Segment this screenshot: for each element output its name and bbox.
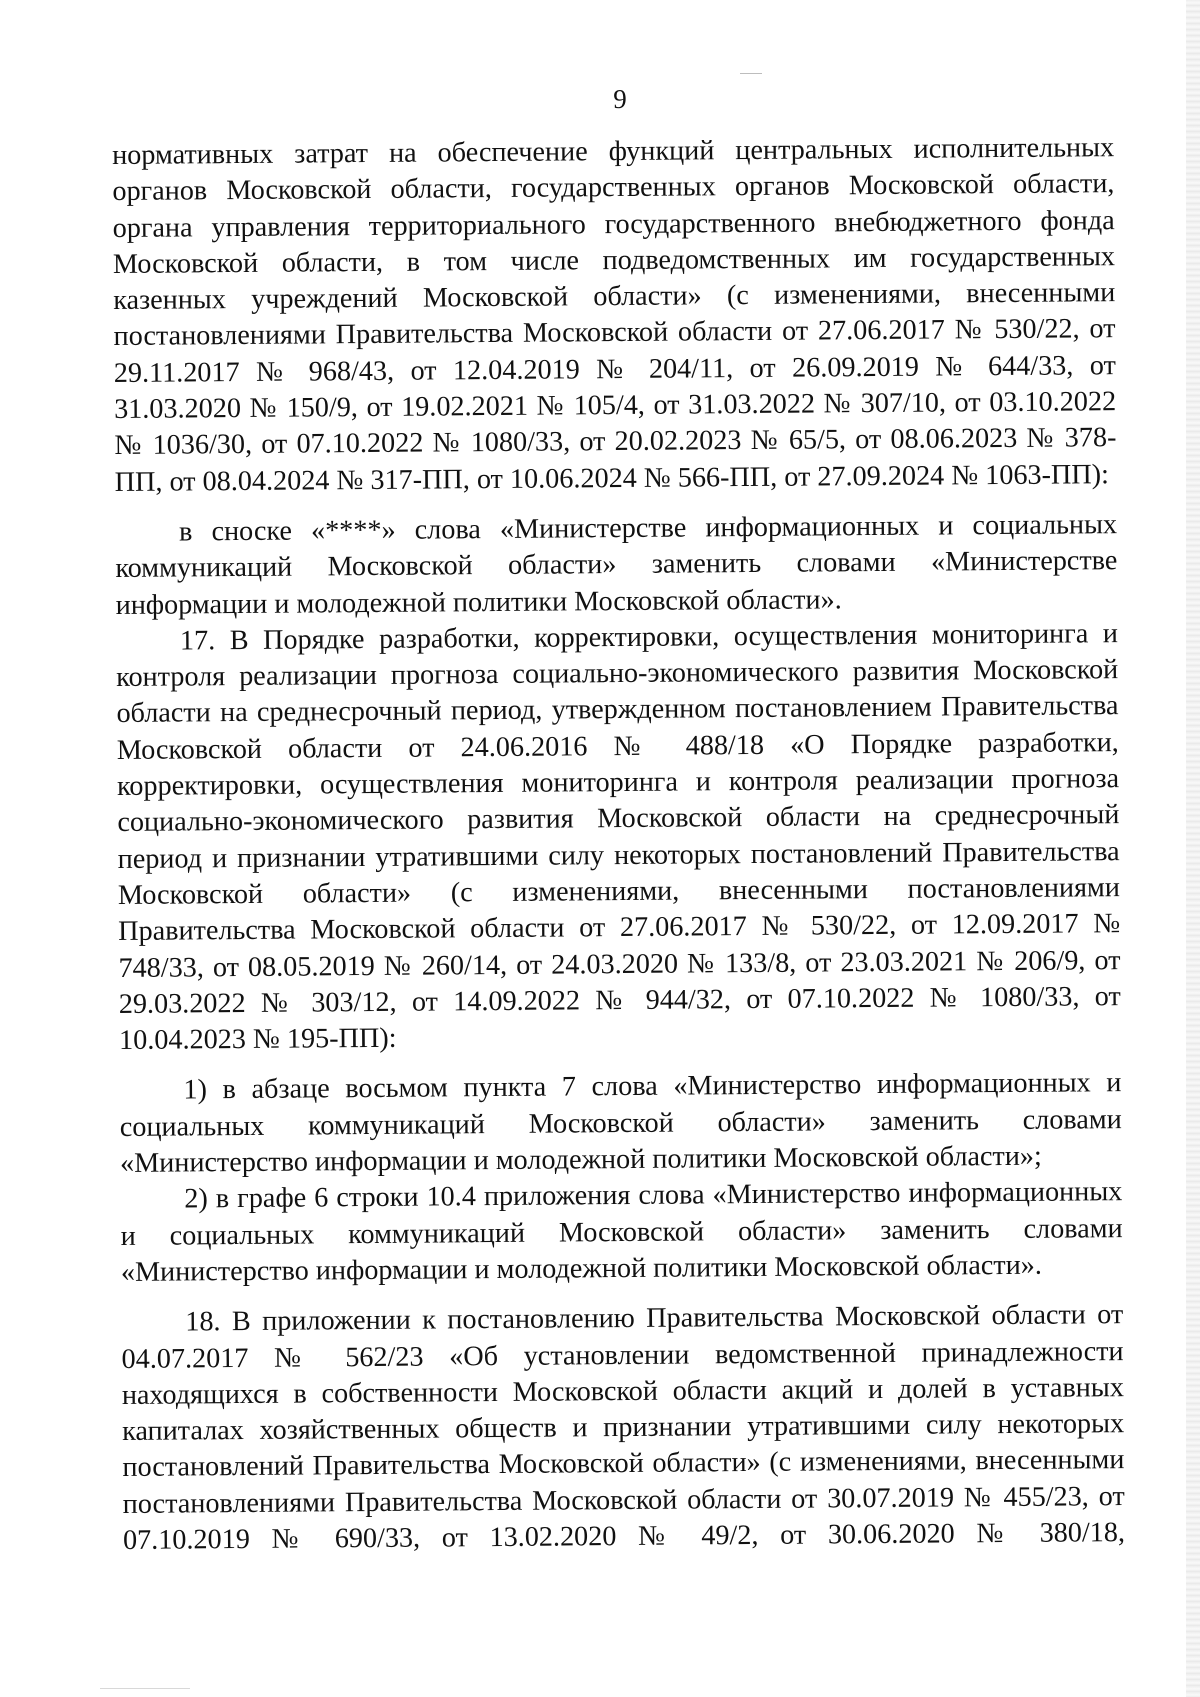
paragraph-continuation: нормативных затрат на обеспечение функций центральных исполнительных органов Московской области, государственных органов Московской области, органа управления территориального государственного внебюджетного фонда Московской области, в том числе подведомственных им государственных казенных учреждений Московской области» (с изменениями, внесенными постановлениями Правительства Московской области от 27.06.2017 № 530/22, от 29.11.2017 № 968/43, от 12.04.2019 № 204/11, от 26.09.2019 № 644/33, от 31.03.2020 № 150/9, от 19.02.2021 № 105/4, от 31.03.2022 № 307/10, от 03.10.2022 № 1036/30, от 07.10.2022 № 1080/33, от 20.02.2023 № 65/5, от 08.06.2023 № 378-ПП, от 08.04.2024 № 317-ПП, от 10.06.2024 № 566-ПП, от 27.09.2024 № 1063-ПП): (112, 132, 1117, 498)
paragraph-subitem-1: 1) в абзаце восьмом пункта 7 слова «Министерство информационных и социальных коммуникаций Московской области» заменить словами «Министерство информации и молодежной политики Московской области»; (119, 1067, 1122, 1179)
scan-edge-shadow (1186, 0, 1200, 1697)
paragraph-subitem-2: 2) в графе 6 строки 10.4 приложения слова «Министерство информационных и социальных коммуникаций Московской области» заменить словами «Министерство информации и молодежной политики Московской области». (120, 1176, 1123, 1288)
paragraph-item-17: 17. В Порядке разработки, корректировки, осуществления мониторинга и контроля реализации прогноза социально-экономического развития Московской области на среднесрочный период, утвержденном постановлением Правительства Московской области от 24.06.2016 № 488/18 «О Порядке разработки, корректировки, осуществления мониторинга и контроля реализации прогноза социально-экономического развития Московской области на среднесрочный период и признании утратившими силу некоторых постановлений Правительства Московской области» (с изменениями, внесенными постановлениями Правительства Московской области от 27.06.2017 № 530/22, от 12.09.2017 № 748/33, от 08.05.2019 № 260/14, от 24.03.2020 № 133/8, от 23.03.2021 № 206/9, от 29.03.2022 № 303/12, от 14.09.2022 № 944/32, от 07.10.2022 № 1080/33, от 10.04.2023 № 195-ПП): (116, 617, 1121, 1057)
scan-speck (740, 73, 762, 74)
paragraph-footnote-amendment: в сноске «****» слова «Министерстве информационных и социальных коммуникаций Московской области» заменить словами «Министерстве информации и молодежной политики Московской области». (115, 509, 1118, 621)
paragraph-item-18: 18. В приложении к постановлению Правительства Московской области от 04.07.2017 № 562/23 «Об установлении ведомственной принадлежности находящихся в собственности Московской области акций и долей в уставных капиталах хозяйственных обществ и признании утратившими силу некоторых постановлений Правительства Московской области» (с изменениями, внесенными постановлениями Правительства Московской области от 30.07.2019 № 455/23, от 07.10.2019 № 690/33, от 13.02.2020 № 49/2, от 30.06.2020 № 380/18, (121, 1299, 1126, 1556)
page-number: 9 (613, 84, 627, 114)
scan-speck (100, 1688, 190, 1689)
document-body (112, 130, 1125, 1559)
